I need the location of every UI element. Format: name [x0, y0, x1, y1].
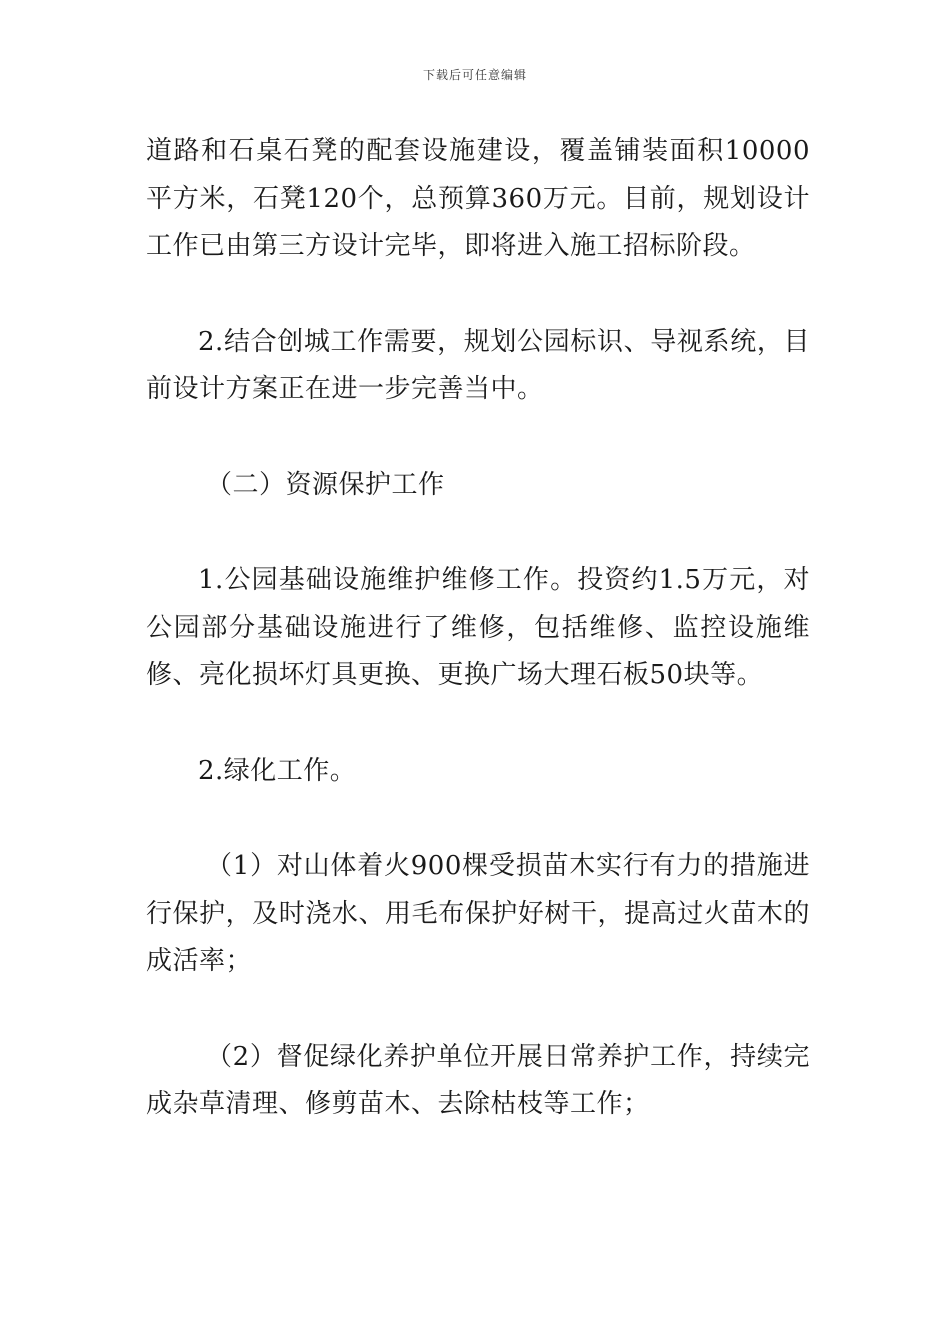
paragraph-greening-work: 2.绿化工作。 — [198, 755, 357, 786]
section-heading-resource-protection: （二）资源保护工作 — [206, 469, 445, 500]
document-body — [146, 128, 810, 1129]
paragraph-signage-system: 2.结合创城工作需要，规划公园标识、导视系统，目前设计方案正在进一步完善当中。 — [146, 326, 810, 404]
paragraph-daily-maintenance: （2）督促绿化养护单位开展日常养护工作，持续完成杂草清理、修剪苗木、去除枯枝等工作； — [146, 1041, 810, 1119]
paragraph-infrastructure-maintenance: 1.公园基础设施维护维修工作。投资约1.5万元，对公园部分基础设施进行了维修，包括维修、监控设施维修、亮化损坏灯具更换、更换广场大理石板50块等。 — [146, 565, 810, 690]
paragraph-park-facilities: 道路和石桌石凳的配套设施建设，覆盖铺装面积10000平方米，石凳120个，总预算360万元。目前，规划设计工作已由第三方设计完毕，即将进入施工招标阶段。 — [146, 136, 810, 261]
paragraph-fire-damaged-trees: （1）对山体着火900棵受损苗木实行有力的措施进行保护，及时浇水、用毛布保护好树干，提高过火苗木的成活率； — [146, 851, 810, 976]
page-header-note: 下载后可任意编辑 — [422, 68, 527, 82]
